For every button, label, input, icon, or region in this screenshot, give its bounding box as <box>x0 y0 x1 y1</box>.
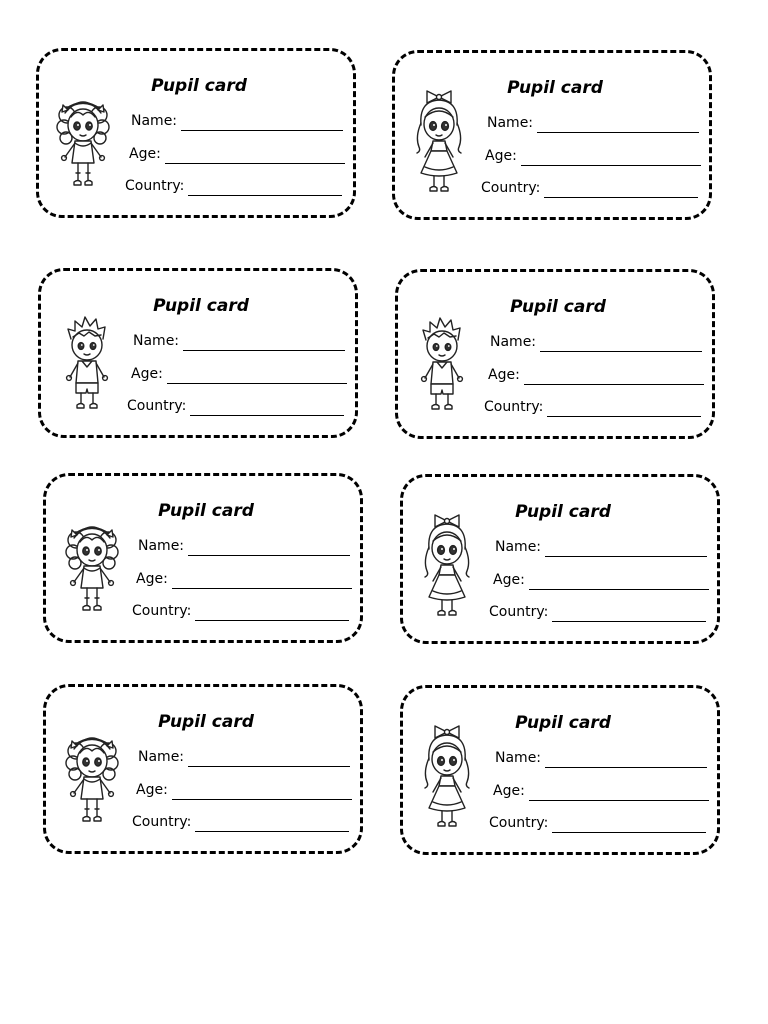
name-label: Name: <box>495 750 542 766</box>
country-blank-line <box>190 400 344 416</box>
age-label: Age: <box>485 148 517 164</box>
age-blank-line <box>524 369 704 385</box>
country-label: Country: <box>489 815 549 831</box>
name-blank-line <box>540 336 702 352</box>
age-field <box>136 569 352 589</box>
country-field <box>127 396 344 416</box>
name-blank-line <box>188 540 350 556</box>
name-blank-line <box>545 752 707 768</box>
country-blank-line <box>544 182 698 198</box>
name-blank-line <box>537 117 699 133</box>
country-blank-line <box>547 401 701 417</box>
country-label: Country: <box>481 180 541 196</box>
card-title: Pupil card <box>510 297 606 317</box>
age-field <box>488 365 704 385</box>
age-field <box>493 781 709 801</box>
card-title: Pupil card <box>507 78 603 98</box>
pupil-card-5 <box>43 473 363 643</box>
country-field <box>484 397 701 417</box>
age-label: Age: <box>493 572 525 588</box>
name-field <box>487 113 699 133</box>
card-title: Pupil card <box>158 501 254 521</box>
country-label: Country: <box>132 814 192 830</box>
country-label: Country: <box>125 178 185 194</box>
age-label: Age: <box>131 366 163 382</box>
age-blank-line <box>172 573 352 589</box>
name-field <box>495 537 707 557</box>
pupil-card-2 <box>392 50 712 220</box>
age-blank-line <box>167 368 347 384</box>
name-field <box>490 332 702 352</box>
name-label: Name: <box>138 749 185 765</box>
name-label: Name: <box>487 115 534 131</box>
name-blank-line <box>188 751 350 767</box>
age-blank-line <box>165 148 345 164</box>
country-label: Country: <box>132 603 192 619</box>
name-blank-line <box>181 115 343 131</box>
pupil-card-1 <box>36 48 356 218</box>
pupil-card-7 <box>43 684 363 854</box>
country-blank-line <box>195 816 349 832</box>
country-label: Country: <box>484 399 544 415</box>
age-blank-line <box>529 785 709 801</box>
card-title: Pupil card <box>158 712 254 732</box>
card-title: Pupil card <box>151 76 247 96</box>
country-field <box>489 813 706 833</box>
age-label: Age: <box>136 782 168 798</box>
age-field <box>136 780 352 800</box>
boy-icon <box>51 305 123 427</box>
country-blank-line <box>195 605 349 621</box>
girl-with-headband-icon <box>47 85 119 207</box>
age-field <box>129 144 345 164</box>
girl-with-bow-icon <box>411 722 483 844</box>
name-field <box>138 536 350 556</box>
name-field <box>133 331 345 351</box>
name-field <box>495 748 707 768</box>
name-field <box>138 747 350 767</box>
age-field <box>131 364 347 384</box>
country-blank-line <box>188 180 342 196</box>
name-label: Name: <box>133 333 180 349</box>
name-label: Name: <box>131 113 178 129</box>
age-label: Age: <box>488 367 520 383</box>
age-label: Age: <box>129 146 161 162</box>
country-field <box>489 602 706 622</box>
girl-with-headband-icon <box>56 510 128 632</box>
boy-icon <box>406 306 478 428</box>
girl-with-bow-icon <box>403 87 475 209</box>
card-title: Pupil card <box>515 713 611 733</box>
pupil-card-6 <box>400 474 720 644</box>
country-field <box>125 176 342 196</box>
country-field <box>481 178 698 198</box>
name-label: Name: <box>490 334 537 350</box>
country-blank-line <box>552 817 706 833</box>
country-blank-line <box>552 606 706 622</box>
pupil-card-8 <box>400 685 720 855</box>
name-label: Name: <box>138 538 185 554</box>
country-label: Country: <box>127 398 187 414</box>
girl-with-bow-icon <box>411 511 483 633</box>
country-field <box>132 601 349 621</box>
age-field <box>493 570 709 590</box>
age-label: Age: <box>136 571 168 587</box>
card-title: Pupil card <box>153 296 249 316</box>
girl-with-headband-icon <box>56 721 128 843</box>
name-blank-line <box>545 541 707 557</box>
card-title: Pupil card <box>515 502 611 522</box>
age-field <box>485 146 701 166</box>
country-label: Country: <box>489 604 549 620</box>
pupil-card-4 <box>395 269 715 439</box>
age-label: Age: <box>493 783 525 799</box>
name-blank-line <box>183 335 345 351</box>
name-label: Name: <box>495 539 542 555</box>
pupil-card-3 <box>38 268 358 438</box>
name-field <box>131 111 343 131</box>
age-blank-line <box>172 784 352 800</box>
age-blank-line <box>529 574 709 590</box>
country-field <box>132 812 349 832</box>
age-blank-line <box>521 150 701 166</box>
